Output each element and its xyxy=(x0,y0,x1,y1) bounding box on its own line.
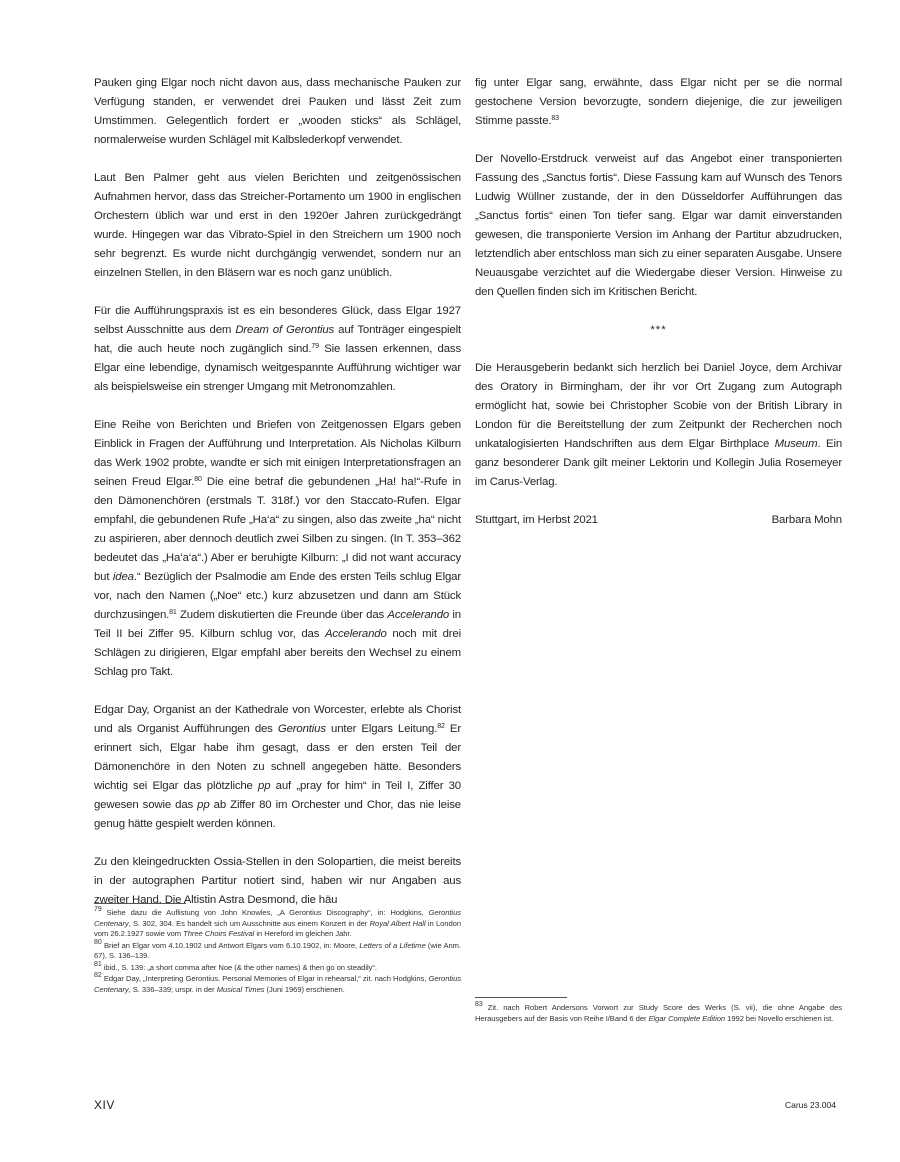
paragraph-edgar-day: Edgar Day, Organist an der Kathedrale von Worcester, erlebte als Chorist und als Organist Aufführungen des Gerontius unter Elgars Leitung.$^{82}$ Er erinnert sich, Elgar habe ihm gesagt, dass er den ersten Teil der Dämonenchöre in den Noten zu schnell angegeben hätte. Besonders wichtig sei Elgar das plötzliche pp auf „pray for him“ in Teil I, Ziffer 30 gewesen sowie das pp ab Ziffer 80 im Orchester und Chor, das nie leise genug hätte gespielt werden können. xyxy=(94,704,461,830)
footnote-79: $^{79}$ Siehe dazu die Auflistung von John Knowles, „A Gerontius Discography“, in: Hodgkins, Gerontius Centenary, S. 302, 304. Es handelt sich um Ausschnitte aus einem Konzert in der Royal Albert Hall in London vom 26.2.1927 sowie vom Three Choirs Festival in Hereford im gleichen Jahr. xyxy=(94,906,462,938)
catalog-number: Carus 23.004 xyxy=(784,1100,836,1110)
paragraph-kilburn: Eine Reihe von Berichten und Briefen von Zeitgenossen Elgars geben Einblick in Fragen der Aufführung und Interpretation. Als Nicholas Kilburn das Werk 1902 probte, wandte er sich mit einigen Interpretationsfragen an seinen Freud Elgar.$^{80}$ Die eine betraf die gebundenen „Ha! ha!“-Rufe in den Dämonenchören (erstmals T. 318f.) vor den Staccato-Rufen. Elgar empfahl, die gebundenen Rufe „Ha‘a“ zu singen, also das zweite „ha“ nicht zu aspirieren, aber dennoch deutlich zwei Silben zu singen. (In T. 353–362 bedeutet das „Ha‘a‘a“.) Aber er beruhigte Kilburn: „I did not want accuracy but idea.“ Bezüglich der Psalmodie am Ende des ersten Teils schlug Elgar vor, nach den Namen („Noe“ etc.) kurz abzusetzen und dann am Stück durchzusingen.$^{81}$ Zudem diskutierten die Freunde über das Accelerando in Teil II bei Ziffer 95. Kilburn schlug vor, das Accelerando noch mit drei Schlägen zu dirigieren, Elgar empfahl aber bereits den Wechsel zu einem Schlag pro Takt. xyxy=(94,419,462,678)
paragraph-sanctus-fortis: Der Novello-Erstdruck verweist auf das Angebot einer transponierten Fassung des „Sanctus fortis“. Diese Fassung kam auf Wunsch des Tenors Ludwig Wüllner zustande, der in den Düsseldorfer Aufführungen das „Sanctus fortis“ einen Ton tiefer sang. Elgar war damit einverstanden gewesen, die transponierte Version im Anhang der Partitur abzudrucken, letztendlich aber entschloss man sich zu einer separaten Ausgabe. Unsere Neuausgabe verzichtet auf die Wiedergabe dieser Version. Hinweise zu den Quellen finden sich im Kritischen Bericht. xyxy=(475,153,842,298)
page-number: XIV xyxy=(94,1098,115,1112)
footnote-82: $^{82}$ Edgar Day, „Interpreting Gerontius. Personal Memories of Elgar in rehearsal,“ zit. nach Hodgkins, Gerontius Centenary, S. 336–339; urspr. in der Musical Times (Juni 1969) erschienen. xyxy=(94,972,461,994)
section-separator: *** xyxy=(650,324,667,336)
footnote-83: $^{83}$ Zit. nach Robert Andersons Vorwort zur Study Score des Werks (S. vii), die ohne Angabe des Herausgebers auf der Basis von Reihe I/Band 6 der Elgar Complete Edition 1992 bei Novello erschienen ist. xyxy=(475,1001,842,1023)
paragraph-portamento: Laut Ben Palmer geht aus vielen Berichten und zeitgenössischen Aufnahmen hervor, dass das Streicher-Portamento um 1900 in englischen Orchestern üblich war und erst in den 1920er Jahren zurückgedrängt wurde. Hingegen war das Vibrato-Spiel in den Streichern um 1900 noch sehr begrenzt. Es wurde nicht durchgängig verwendet, sondern nur an einzelnen Stellen, in den Bläsern war es noch ganz unüblich. xyxy=(94,172,461,279)
left-text-column xyxy=(94,74,461,910)
paragraph-recordings: Für die Aufführungspraxis ist es ein besonderes Glück, dass Elgar 1927 selbst Ausschnitte aus dem Dream of Gerontius auf Tonträger eingespielt hat, die auch heute noch zugänglich sind.$^{79}$ Sie lassen erkennen, dass Elgar eine lebendige, dynamisch weitgespannte Aufführung wichtiger war als beispielsweise ein strenger Umgang mit Metronomzahlen. xyxy=(94,305,461,393)
paragraph-desmond: fig unter Elgar sang, erwähnte, dass Elgar nicht per se die normal gestochene Version bevorzugte, sondern diejenige, die zur jeweiligen Stimme passte.$^{83}$ xyxy=(475,77,842,127)
right-text-column xyxy=(475,74,842,530)
paragraph-timpani: Pauken ging Elgar noch nicht davon aus, dass mechanische Pauken zur Verfügung standen, er verwendet drei Pauken und lässt Zeit zum Umstimmen. Gelegentlich fordert er „wooden sticks“ als Schlägel, normalerweise wurden Schlägel mit Kalbslederkopf verwendet. xyxy=(94,77,461,146)
footnote-81: $^{81}$ ibid., S. 139: „a short comma after Noe (& the other names) & then go on steadily“. xyxy=(94,960,377,972)
footnote-rule-left xyxy=(94,903,186,904)
signoff xyxy=(475,511,842,530)
footnotes-left xyxy=(94,908,461,996)
author-name: Barbara Mohn xyxy=(771,514,842,526)
footnote-rule-right xyxy=(475,997,567,998)
footnote-80: $^{80}$ Brief an Elgar vom 4.10.1902 und Antwort Elgars vom 6.10.1902, in: Moore, Letters of a Lifetime (wie Anm. 67), S. 136–139. xyxy=(94,938,461,960)
paragraph-acknowledgements: Die Herausgeberin bedankt sich herzlich bei Daniel Joyce, dem Archivar des Oratory in Birmingham, der ihr vor Ort Zugang zum Autograph ermöglicht hat, sowie bei Christopher Scobie von der British Library in London für die Bereitstellung der zum Zeitpunkt der Recherchen noch unkatalogisierten Handschriften aus dem Elgar Birthplace Museum. Ein ganz besonderer Dank gilt meiner Lektorin und Kollegin Julia Rosemeyer im Carus-Verlag. xyxy=(475,362,843,488)
paragraph-ossia: Zu den kleingedruckten Ossia-Stellen in den Solopartien, die meist bereits in der autographen Partitur notiert sind, haben wir nur Angaben aus zweiter Hand. Die Altistin Astra Desmond, die häu xyxy=(94,856,461,906)
place-date: Stuttgart, im Herbst 2021 xyxy=(475,514,598,526)
footnotes-right xyxy=(475,1003,842,1025)
